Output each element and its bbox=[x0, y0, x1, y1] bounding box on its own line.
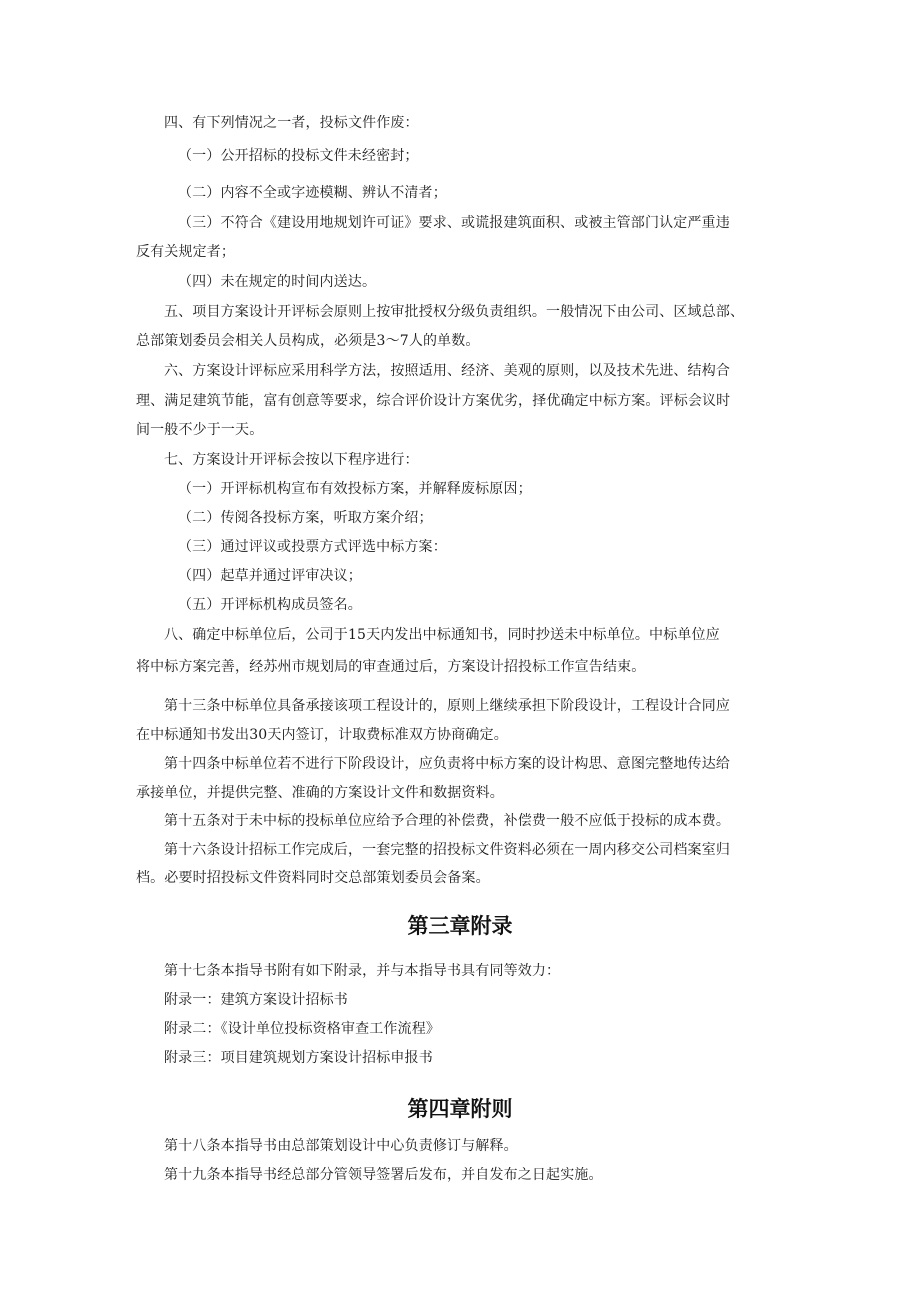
paragraph-line: 五、项目方案设计开评标会原则上按审批授权分级负责组织。一般情况下由公司、区域总部、 bbox=[164, 304, 745, 320]
paragraph-line: 档。必要时招投标文件资料同时交总部策划委员会备案。 bbox=[136, 870, 490, 886]
paragraph-line: （四）起草并通过评审决议； bbox=[178, 568, 362, 584]
paragraph-line: （二）内容不全或字迹模糊、辨认不清者； bbox=[178, 185, 447, 201]
paragraph-line: 第十三条中标单位具备承接该项工程设计的，原则上继续承担下阶段设计，工程设计合同应 bbox=[164, 698, 730, 714]
chapter-3-title: 第三章附录 bbox=[407, 914, 513, 938]
paragraph-line: 第十七条本指导书附有如下附录，并与本指导书具有同等效力： bbox=[164, 963, 561, 979]
paragraph-line: （二）传阅各投标方案，听取方案介绍； bbox=[178, 510, 433, 526]
appendix-item: 附录一：建筑方案设计招标书 bbox=[164, 992, 348, 1008]
paragraph-line: 将中标方案完善，经苏州市规划局的审查通过后，方案设计招投标工作宣告结束。 bbox=[136, 659, 646, 675]
paragraph-line: 第十九条本指导书经总部分管领导签署后发布，并自发布之日起实施。 bbox=[164, 1167, 603, 1183]
paragraph-line: 第十八条本指导书由总部策划设计中心负责修订与解释。 bbox=[164, 1138, 518, 1154]
paragraph-line: 八、确定中标单位后，公司于15天内发出中标通知书，同时抄送未中标单位。中标单位应 bbox=[164, 627, 720, 643]
paragraph-line: 总部策划委员会相关人员构成，必须是3～7人的单数。 bbox=[136, 333, 480, 349]
paragraph-line: 第十六条设计招标工作完成后，一套完整的招投标文件资料必须在一周内移交公司档案室归 bbox=[164, 842, 730, 858]
paragraph-line: 第十五条对于未中标的投标单位应给予合理的补偿费，补偿费一般不应低于投标的成本费。 bbox=[164, 813, 730, 829]
paragraph-line: （三）不符合《建设用地规划许可证》要求、或谎报建筑面积、或被主管部门认定严重违 bbox=[178, 215, 730, 231]
paragraph-line: 六、方案设计评标应采用科学方法，按照适用、经济、美观的原则，以及技术先进、结构合 bbox=[164, 363, 730, 379]
appendix-item: 附录二：《设计单位投标资格审查工作流程》 bbox=[164, 1021, 440, 1037]
paragraph-line: 在中标通知书发出30天内签订，计取费标准双方协商确定。 bbox=[136, 727, 508, 743]
paragraph-line: 承接单位，并提供完整、准确的方案设计文件和数据资料。 bbox=[136, 785, 504, 801]
appendix-item: 附录三：项目建筑规划方案设计招标申报书 bbox=[164, 1050, 433, 1066]
paragraph-line: 第十四条中标单位若不进行下阶段设计，应负责将中标方案的设计构思、意图完整地传达给 bbox=[164, 756, 730, 772]
paragraph-line: （一）公开招标的投标文件未经密封； bbox=[178, 148, 419, 164]
paragraph-line: 四、有下列情况之一者，投标文件作废： bbox=[164, 115, 419, 131]
paragraph-line: 间一般不少于一天。 bbox=[136, 422, 264, 438]
paragraph-line: （三）通过评议或投票方式评选中标方案： bbox=[178, 539, 447, 555]
paragraph-line: 七、方案设计开评标会按以下程序进行： bbox=[164, 452, 419, 468]
paragraph-line: （四）未在规定的时间内送达。 bbox=[178, 274, 377, 290]
paragraph-line: 反有关规定者； bbox=[136, 244, 236, 260]
paragraph-line: （一）开评标机构宣布有效投标方案，并解释废标原因； bbox=[178, 481, 532, 497]
chapter-4-title: 第四章附则 bbox=[407, 1097, 513, 1121]
paragraph-line: （五）开评标机构成员签名。 bbox=[178, 597, 362, 613]
paragraph-line: 理、满足建筑节能，富有创意等要求，综合评价设计方案优劣，择优确定中标方案。评标会议时 bbox=[136, 393, 731, 409]
